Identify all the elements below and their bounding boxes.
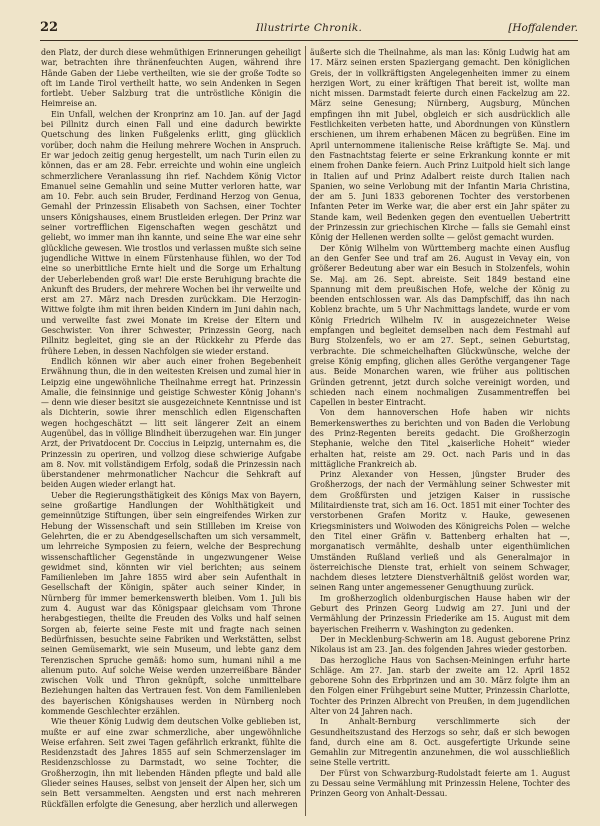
- paragraph: Der in Mecklenburg-Schwerin am 18. August geborene Prinz Nikolaus ist am 23. Jan. des folgenden Jahres wieder gestorben.: [310, 634, 570, 655]
- paragraph: Im großherzoglich oldenburgischen Hause haben wir der Geburt des Prinzen Georg Ludwig am 27. Juni und der Vermählung der Prinzessin Friederike am 15. August mit dem bayerischen Freiherrn v. Washington zu gedenken.: [310, 593, 570, 634]
- paragraph: äußerte sich die Theilnahme, als man las: König Ludwig hat am 17. März seinen ersten Spaziergang gemacht. Den königlichen Greis, der in vollkräftigsten Angelegenheiten immer zu einem herzigen Wort, zu einer kräftigen That bereit ist, wollte man nicht missen. Darmstadt feierte durch einen Fackelzug am 22. März seine Genesung; Nürnberg, Augsburg, München empfingen ihn mit Jubel, obgleich er sich ausdrücklich alle Festlichkeiten verbeten hatte, und Abordnungen von Künstlern erschienen, um ihrem erhabenen Mäcen zu begrüßen. Eine im April unternommene italienische Reise kräftigte Se. Maj. und den Fastnachtstag feierte er seine Erkrankung konnte er mit einem frohen Danke feiern. Auch Prinz Luitpold hielt sich lange in Italien auf und Prinz Adalbert reiste durch Italien nach Spanien, wo seine Verlobung mit der Infantin Maria Christina, der am 5. Juni 1833 geborenen Tochter des verstorbenen Infanten Peter im Werke war, die aber erst ein Jahr später zu Stande kam, weil Bedenken gegen den eventuellen Uebertritt der Prinzessin zur griechischen Kirche — falls sie Gemahl einst König der Hellenen werden sollte — gelöst gemacht wurden.: [310, 48, 570, 243]
- paragraph: In Anhalt-Bernburg verschlimmerte sich der Gesundheitszustand des Herzogs so sehr, daß er sich bewogen fand, durch eine am 8. Oct. ausgefertigte Urkunde seine Gemahlin zur Mitregentin anzunehmen, die wol ausschließlich seine Stelle vertritt.: [310, 717, 570, 768]
- right-column: [310, 48, 570, 816]
- running-title: Illustrirte Chronik.: [255, 22, 363, 34]
- paragraph: Ueber die Regierungsthätigkeit des Königs Max von Bayern, seine großartige Handlungen der Wohlthätigkeit und gemeinnützige Stiftungen, über sein eingreifendes Wirken zur Hebung der Wissenschaft und sein Stillleben im Kreise von Gelehrten, die er zu Abendgesellschaften um sich versammelt, um lehrreiche Symposien zu feiern, welche der Besprechung wissenschaftlicher Gegenstände in ungezwungener Weise gewidmet sind, könnten wir viel berichten; aus seinem Familienleben im Jahre 1855 wird aber sein Aufenthalt in Gesellschaft der Königin, später auch seiner Kinder, in Nürnberg für immer bemerkenswerth bleiben. Vom 1. Juli bis zum 4. August war das Königspaar gleichsam vom Throne herabgestiegen, theilte die Freuden des Volks und half seinen Sorgen ab, feierte seine Feste mit und fragte nach seinen Bedürfnissen, besuchte seine Fabriken und Werkstätten, selbst seinen Gemüsemarkt, wie sein Museum, und lebte ganz dem Terenzischen Spruche gemäß: homo sum, humani nihil a me alienum puto. Auf solche Weise werden unzerreißbare Bänder zwischen Volk und Thron geknüpft, solche unmittelbare Beziehungen halten das Vertrauen fest. Von dem Familienleben des bayerischen Königshauses werden in Nürnberg noch kommende Geschlechter erzählen.: [41, 490, 301, 716]
- left-column: [41, 48, 301, 816]
- page-number: 22: [40, 20, 59, 35]
- paragraph: den Platz, der durch diese wehmüthigen Erinnerungen geheiligt war, betrachten ihre thränenfeuchten Augen, während ihre Hände Gaben der Liebe vertheilten, wie sie der große Todte so oft im Lande Tirol vertheilt hatte, wo sein Andenken in Segen fortlebt. Ueber Salzburg trat die untröstliche Königin die Heimreise an.: [41, 48, 301, 109]
- header-rule: [40, 40, 578, 41]
- paragraph: Wie theuer König Ludwig dem deutschen Volke geblieben ist, mußte er auf eine zwar schmerzliche, aber ungewöhnliche Weise erfahren. Seit zwei Tagen gefährlich erkrankt, fühlte die Residenzstadt des Jahres 1855 auf sein Schmerzenslager im Residenzschlosse zu Darmstadt, wo seine Tochter, die Großherzogin, ihn mit liebenden Händen pflegte und bald alle Glieder seines Hauses, selbst von jenseit der Alpen her, sich um sein Bett versammelten. Aengsten und erst nach mehreren Rückfällen erfolgte die Genesung, aber herzlich und allerwegen: [41, 717, 301, 809]
- paragraph: Endlich können wir aber auch einer frohen Begebenheit Erwähnung thun, die in den weitesten Kreisen und zumal hier in Leipzig eine ungewöhnliche Theilnahme erregt hat. Prinzessin Amalie, die feinsinnige und geistige Schwester König Johann's — denn wie dieser besitzt sie ausgezeichnete Kenntnisse und ist als Dichterin, sowie ihrer menschlich edlen Eigenschaften wegen hochgeschätzt — litt seit längerer Zeit an einem Augenübel, das in völlige Blindheit überzugehen war. Ein junger Arzt, der Privatdocent Dr. Coccius in Leipzig, unternahm es, die Prinzessin zu operiren, und vollzog diese schwierige Aufgabe am 8. Nov. mit vollständigem Erfolg, sodaß die Prinzessin nach überstandener mehrmonatlicher Nachcur die Sehkraft auf beiden Augen wieder erlangt hat.: [41, 356, 301, 490]
- paragraph: Ein Unfall, welchen der Kronprinz am 10. Jan. auf der Jagd bei Pillnitz durch einen Fall und eine dadurch bewirkte Quetschung des linken Fußgelenks erlitt, ging glücklich vorüber, doch nahm die Heilung mehrere Wochen in Anspruch. Er war jedoch zeitig genug hergestellt, um nach Turin eilen zu können, das er am 28. Febr. erreichte und wohin eine ungleich schmerzlichere Veranlassung ihn rief. Nachdem König Victor Emanuel seine Gemahlin und seine Mutter verloren hatte, war am 10. Febr. auch sein Bruder, Ferdinand Herzog von Genua, Gemahl der Prinzessin Elisabeth von Sachsen, einer Tochter unsers Königshauses, einem Brustleiden erlegen. Der Prinz war seiner vortrefflichen Eigenschaften wegen geschätzt und geliebt, wo immer man ihn kannte, und seine Ehe war eine sehr glückliche gewesen. Wie trostlos und verlassen mußte sich seine jugendliche Wittwe in einem Fürstenhause fühlen, wo der Tod eine so unerbittliche Ernte hielt und die Sorge um Erhaltung der Ueberlebenden groß war! Die erste Beruhigung brachte die Ankunft des Bruders, der mehrere Wochen bei ihr verweilte und erst am 27. März nach Dresden zurückkam. Die Herzogin-Wittwe folgte ihm mit ihren beiden Kindern im Juni dahin nach, und verweilte fast zwei Monate im Kreise der Eltern und Geschwister. Von ihrer Schwester, Prinzessin Georg, nach Pillnitz begleitet, ging sie an der Rückkehr zu Pferde das frühere Leben, in dessen Nachfolgen sie wieder erstand.: [41, 109, 301, 356]
- paragraph: Der König Wilhelm von Württemberg machte einen Ausflug an den Genfer See und traf am 26. August in Vevay ein, von größerer Bedeutung aber war ein Besuch in Stolzenfels, wohin Se. Maj. am 26. Sept. abreiste. Seit 1849 bestand eine Spannung mit dem preußischen Hofe, welche der König zu beenden entschlossen war. Als das Dampfschiff, das ihn nach Koblenz brachte, um 5 Uhr Nachmittags landete, wurde er vom König Friedrich Wilhelm IV. in ausgezeichneter Weise empfangen und begleitet demselben nach dem Festmahl auf Burg Stolzenfels, wo er am 27. Sept., seinen Geburtstag, verbrachte. Die schmeichelhaften Glückwünsche, welche der greise König empfing, glichen alles Geröthe vergangener Tage aus. Beide Monarchen waren, wie früher aus politischen Gründen getrennt, jetzt durch solche vereinigt worden, und schieden nach einem nochmaligen Zusammentreffen bei Capellen in bester Eintracht.: [310, 243, 570, 408]
- paragraph: Prinz Alexander von Hessen, jüngster Bruder des Großherzogs, der nach der Vermählung seiner Schwester mit dem Großfürsten und jetzigen Kaiser in russische Militairdienste trat, sich am 16. Oct. 1851 mit einer Tochter des verstorbenen Grafen Moritz v. Hauke, gewesenen Kriegsministers und Woiwoden des Königreichs Polen — welche den Titel einer Gräfin v. Battenberg erhalten hat —, morganatisch vermählte, deshalb unter eigenthümlichen Umständen Rußland verließ und als Generalmajor in österreichische Dienste trat, erhielt von seinem Schwager, nachdem dieses letztere Dienstverhältniß gelöst worden war, seinen Rang unter angemessener Genugthuung zurück.: [310, 470, 570, 593]
- paragraph: Der Fürst von Schwarzburg-Rudolstadt feierte am 1. August zu Dessau seine Vermählung mit Prinzessin Helene, Tochter des Prinzen Georg von Anhalt-Dessau.: [310, 768, 570, 799]
- section-title: [Hoffalender.: [508, 22, 578, 34]
- column-divider: [305, 46, 306, 816]
- paragraph: Das herzogliche Haus von Sachsen-Meiningen erfuhr harte Schläge. Am 27. Jan. starb der zweite am 12. April 1852 geborene Sohn des Erbprinzen und am 30. März folgte ihm an den Folgen einer Frühgeburt seine Mutter, Prinzessin Charlotte, Tochter des Prinzen Albrecht von Preußen, in dem jugendlichen Alter von 24 Jahren nach.: [310, 655, 570, 716]
- page-header: [40, 20, 578, 42]
- paragraph: Von dem hannoverschen Hofe haben wir nichts Bemerkenswerthes zu berichten und von Baden die Verlobung des Prinz-Regenten bereits gedacht. Die Großherzogin Stephanie, welche den Titel „kaiserliche Hoheit“ wieder erhalten hat, reiste am 29. Oct. nach Paris und in das mittägliche Frankreich ab.: [310, 408, 570, 469]
